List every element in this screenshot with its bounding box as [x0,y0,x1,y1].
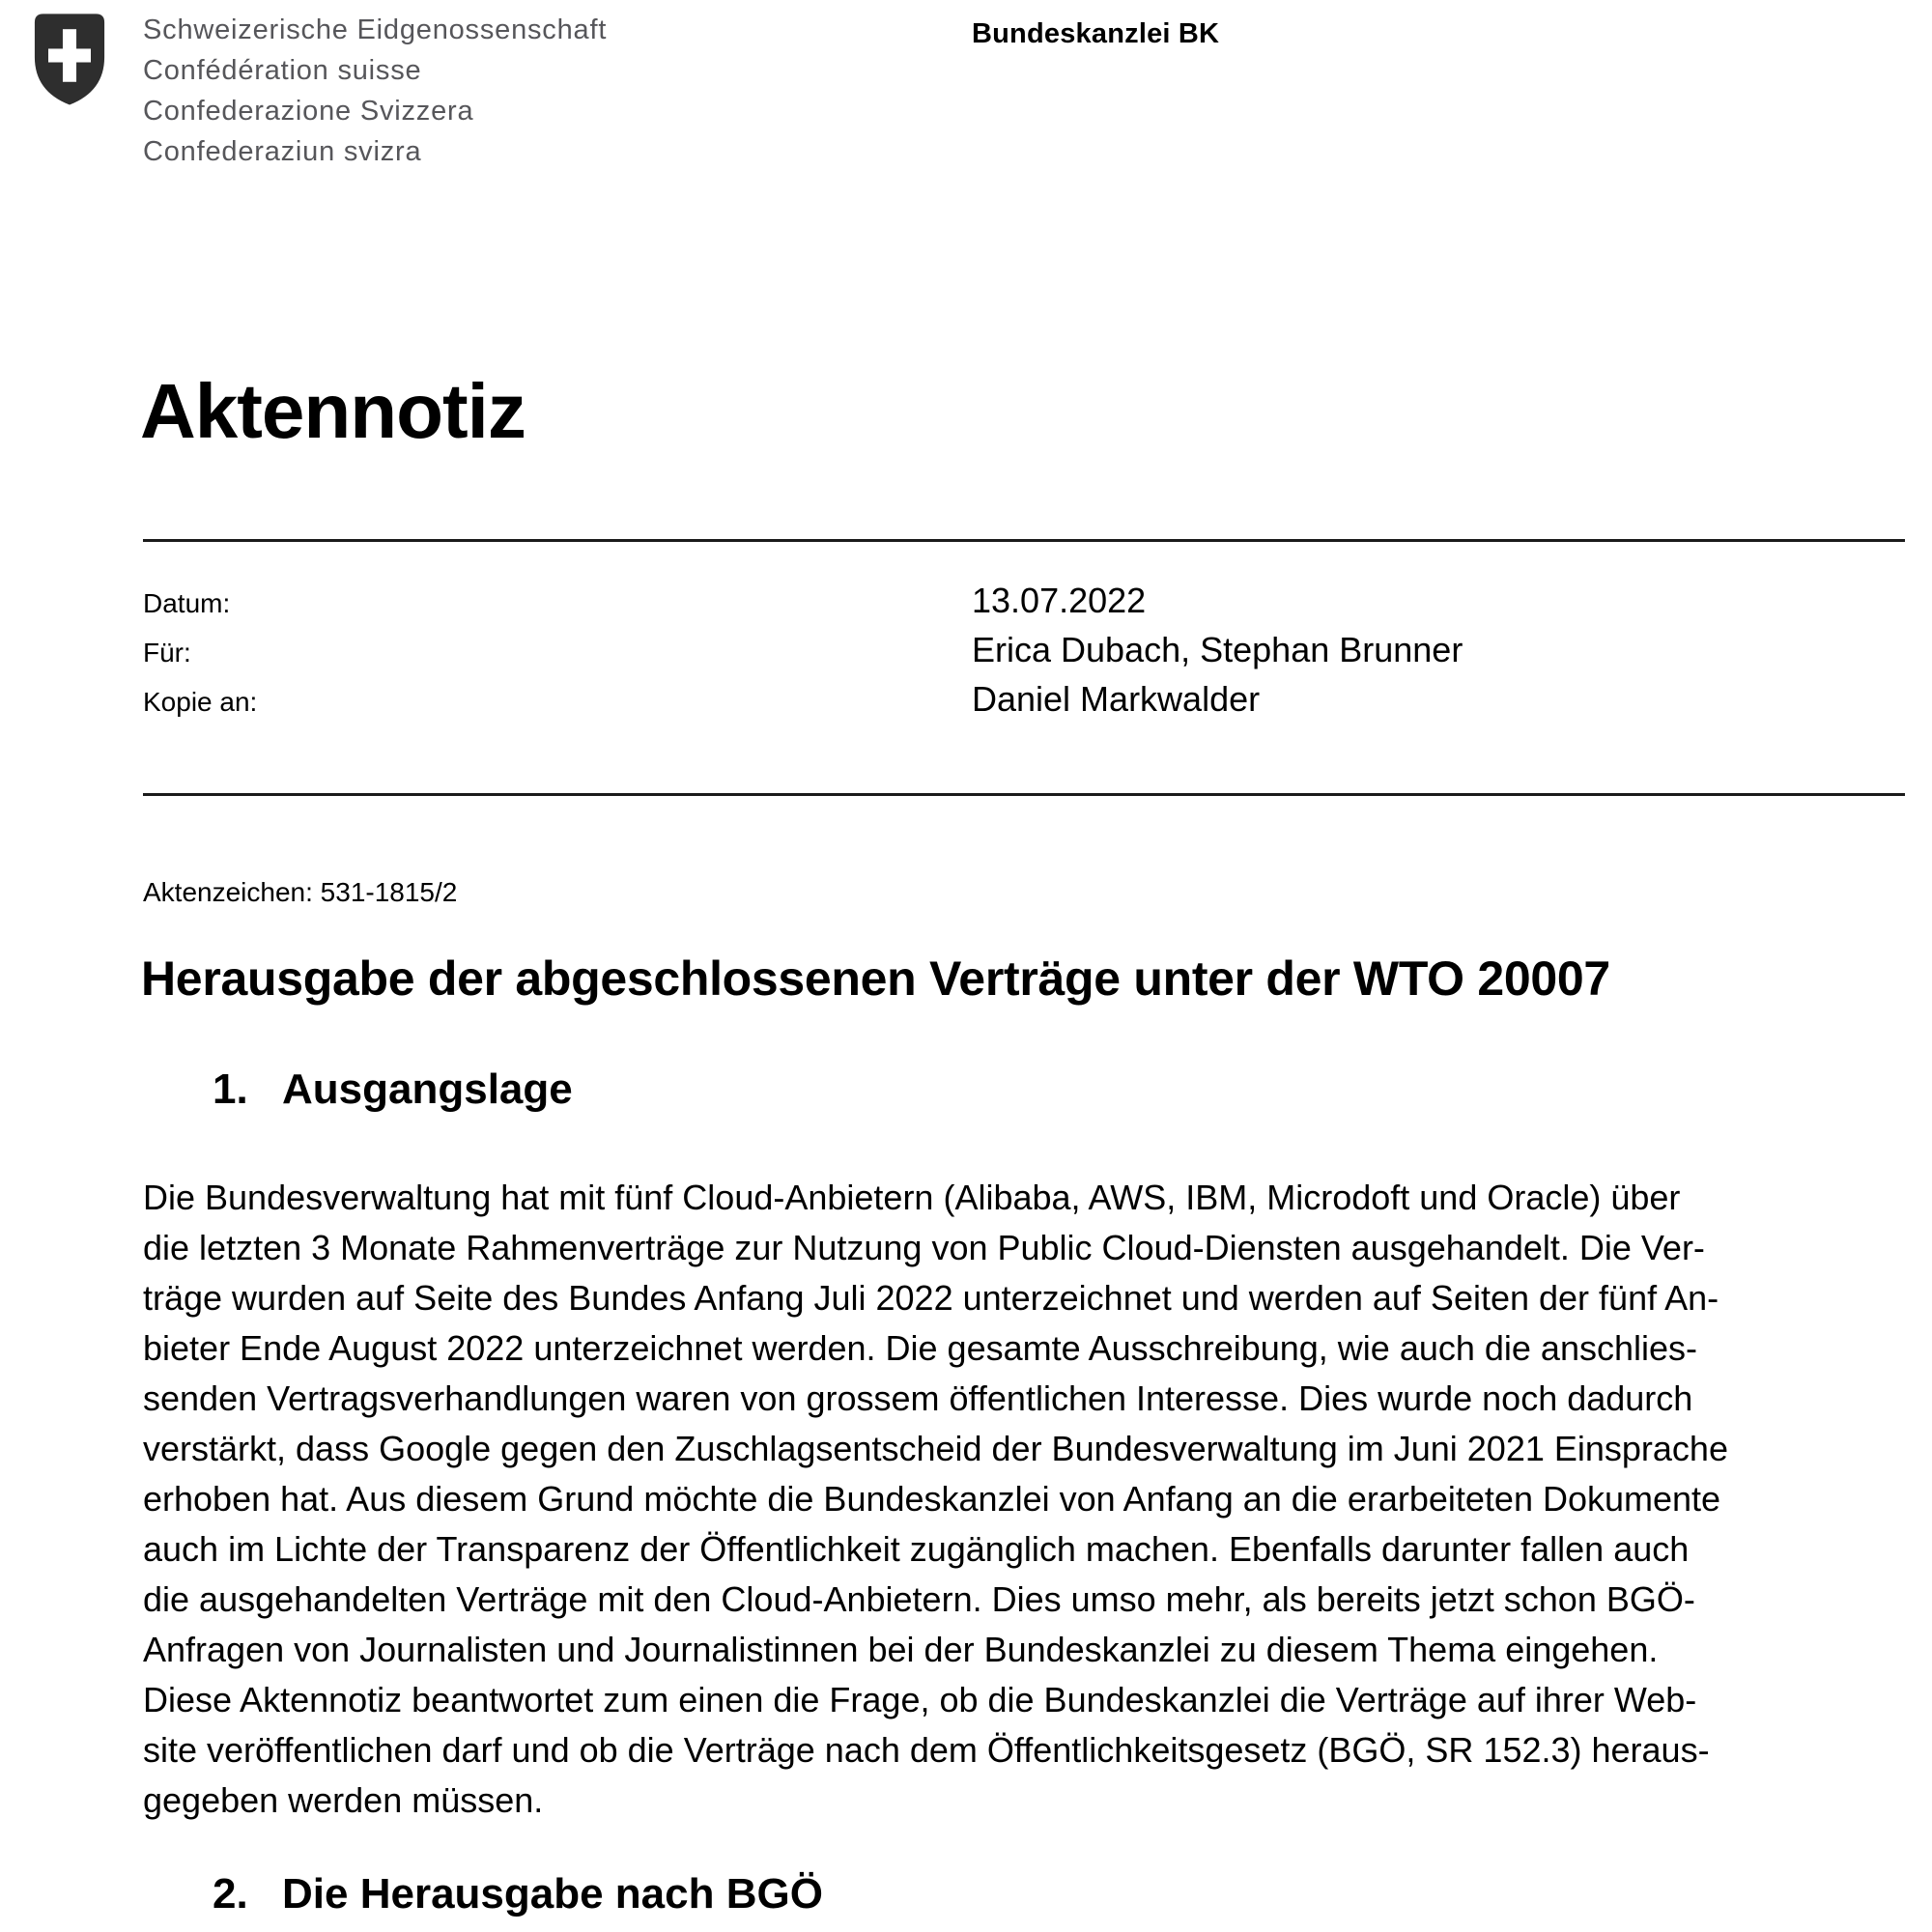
meta-value-date: 13.07.2022 [972,581,1147,620]
body-line: erhoben hat. Aus diesem Grund möchte die Bundeskanzlei von Anfang an die erarbeiteten Dokumente [143,1479,1721,1519]
body-line: die ausgehandelten Verträge mit den Cloud-Anbietern. Dies umso mehr, als bereits jetzt schon BGÖ- [143,1579,1695,1619]
swiss-coat-of-arms-icon [27,8,112,110]
section-2-number: 2. [213,1870,248,1918]
wordmark-line-it: Confederazione Svizzera [143,96,474,127]
body-paragraph [143,1173,1728,1826]
meta-row-copy [143,679,1463,728]
document-title: Aktennotiz [140,368,526,454]
body-line: auch im Lichte der Transparenz der Öffentlichkeit zugänglich machen. Ebenfalls darunter fallen auch [143,1529,1690,1569]
meta-value-for: Erica Dubach, Stephan Brunner [972,630,1463,669]
section-1-title: Ausgangslage [282,1065,573,1113]
body-line: Diese Aktennotiz beantwortet zum einen die Frage, ob die Bundeskanzlei die Verträge auf ihrer Web- [143,1680,1697,1719]
wordmark-line-fr: Confédération suisse [143,55,422,86]
body-line: Anfragen von Journalisten und Journalistinnen bei der Bundeskanzlei zu diesem Thema eingehen. [143,1630,1659,1669]
meta-label-for: Für: [143,638,191,668]
meta-block [143,581,1463,728]
section-1-number: 1. [213,1065,248,1113]
body-line: gegeben werden müssen. [143,1780,544,1820]
wordmark-line-de: Schweizerische Eidgenossenschaft [143,14,608,45]
body-line: site veröffentlichen darf und ob die Verträge nach dem Öffentlichkeitsgesetz (BGÖ, SR 152.3) heraus- [143,1730,1710,1770]
horizontal-rule-bottom [143,793,1905,796]
meta-row-date [143,581,1463,630]
body-line: Die Bundesverwaltung hat mit fünf Cloud-Anbietern (Alibaba, AWS, IBM, Microdoft und Oracle) über [143,1178,1681,1217]
section-2-title: Die Herausgabe nach BGÖ [282,1870,823,1918]
confederation-wordmark [143,10,607,172]
body-line: die letzten 3 Monate Rahmenverträge zur Nutzung von Public Cloud-Diensten ausgehandelt. Die Ver- [143,1228,1705,1267]
meta-value-copy: Daniel Markwalder [972,679,1261,719]
wordmark-line-rm: Confederaziun svizra [143,136,422,167]
body-line: senden Vertragsverhandlungen waren von grossem öffentlichen Interesse. Dies wurde noch dadurch [143,1378,1693,1418]
body-line: verstärkt, dass Google gegen den Zuschlagsentscheid der Bundesverwaltung im Juni 2021 Einsprache [143,1429,1728,1468]
body-line: bieter Ende August 2022 unterzeichnet werden. Die gesamte Ausschreibung, wie auch die anschlies- [143,1328,1697,1368]
subject-heading: Herausgabe der abgeschlossenen Verträge unter der WTO 20007 [141,952,1610,1006]
meta-row-for [143,630,1463,679]
meta-label-date: Datum: [143,588,231,618]
horizontal-rule-top [143,539,1905,542]
section-1-heading [213,1065,573,1114]
issuing-office-label: Bundeskanzlei BK [972,18,1220,49]
meta-label-copy: Kopie an: [143,687,258,717]
body-line: träge wurden auf Seite des Bundes Anfang Juli 2022 unterzeichnet und werden auf Seiten der fünf An- [143,1278,1719,1318]
file-reference: Aktenzeichen: 531-1815/2 [143,877,458,907]
section-2-heading [213,1870,823,1918]
